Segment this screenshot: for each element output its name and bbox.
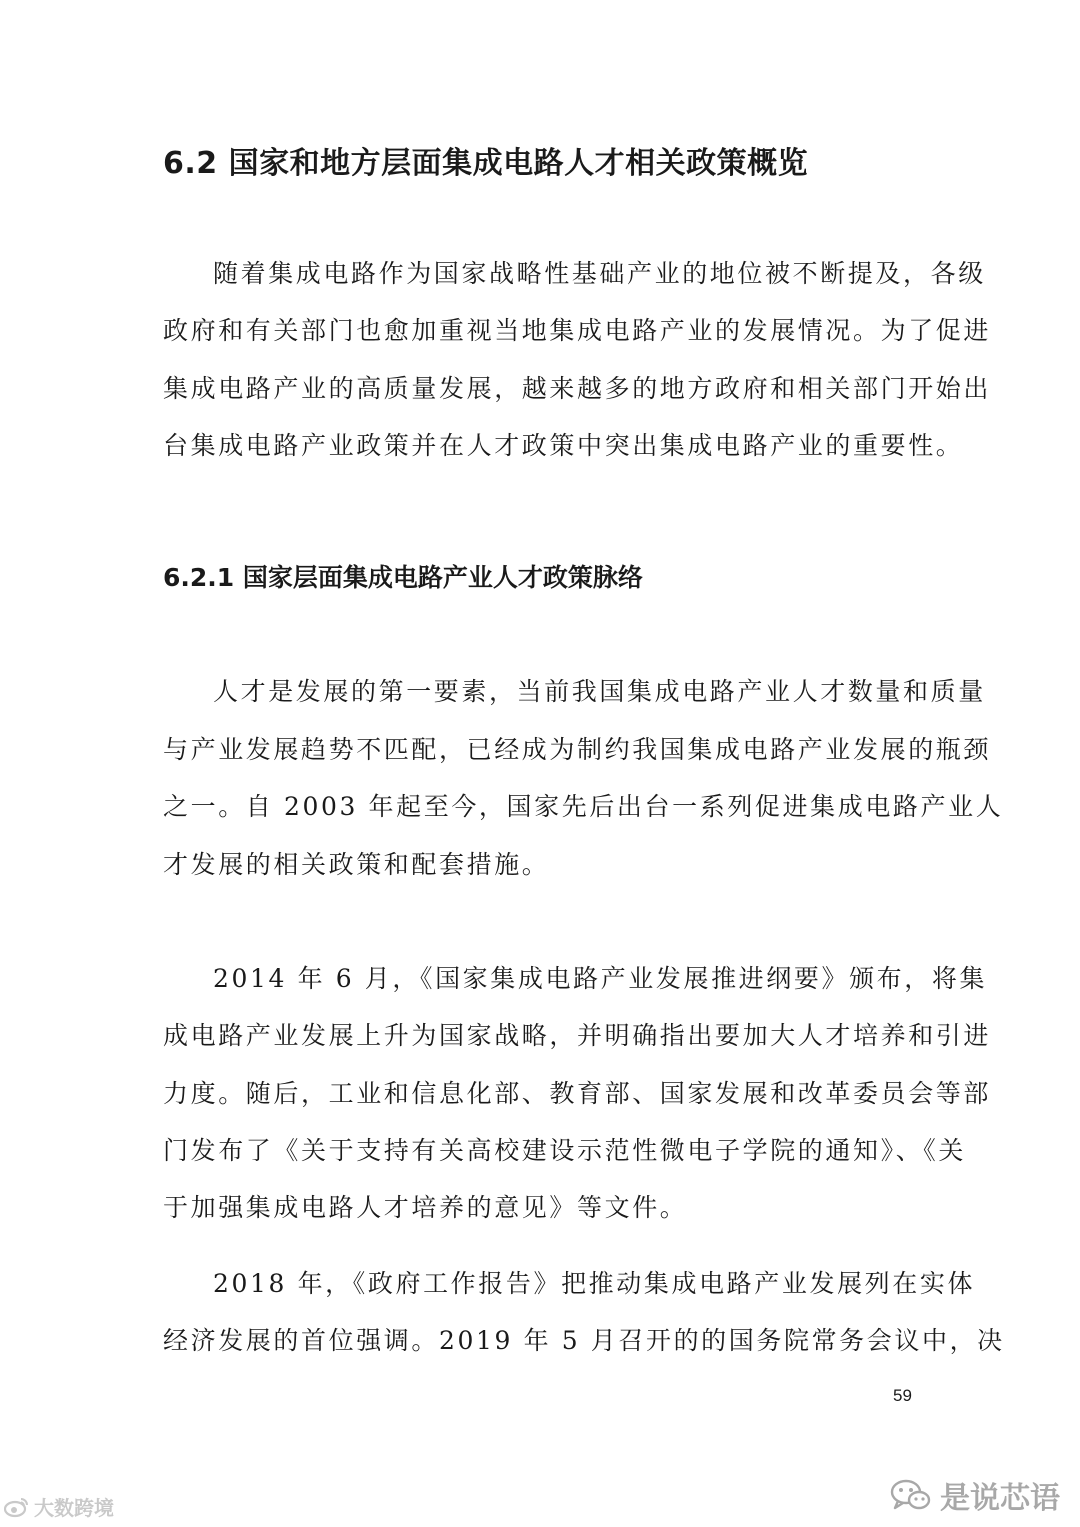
paragraph-line: 政府和有关部门也愈加重视当地集成电路产业的发展情况。为了促进 — [163, 316, 992, 345]
paragraph-line: 之一。自 2003 年起至今，国家先后出台一系列促进集成电路产业人 — [163, 792, 1004, 821]
section-heading: 6.2 国家和地方层面集成电路人才相关政策概览 — [163, 146, 809, 181]
paragraph-line: 成电路产业发展上升为国家战略，并明确指出要加大人才培养和引进 — [163, 1021, 992, 1050]
watermark-left-text: 大数跨境 — [34, 1496, 114, 1520]
paragraph-line: 经济发展的首位强调。2019 年 5 月召开的的国务院常务会议中，决 — [163, 1326, 1005, 1355]
paragraph-line: 门发布了《关于支持有关高校建设示范性微电子学院的通知》、《关 — [163, 1136, 967, 1165]
paragraph-line: 才发展的相关政策和配套措施。 — [163, 850, 550, 879]
wechat-icon — [890, 1478, 932, 1512]
paragraph-line: 与产业发展趋势不匹配，已经成为制约我国集成电路产业发展的瓶颈 — [163, 735, 992, 764]
paragraph-line: 2018 年，《政府工作报告》把推动集成电路产业发展列在实体 — [213, 1269, 976, 1298]
paragraph-line: 于加强集成电路人才培养的意见》等文件。 — [163, 1193, 688, 1222]
paragraph-line: 随着集成电路作为国家战略性基础产业的地位被不断提及，各级 — [213, 259, 986, 288]
paragraph-line: 台集成电路产业政策并在人才政策中突出集成电路产业的重要性。 — [163, 431, 964, 460]
subsection-heading: 6.2.1 国家层面集成电路产业人才政策脉络 — [163, 563, 643, 592]
watermark-left — [4, 1492, 114, 1521]
watermark-right-text: 是说芯语 — [940, 1481, 1060, 1516]
weibo-icon — [4, 1496, 30, 1518]
watermark-right — [890, 1473, 1060, 1517]
paragraph-line: 力度。随后，工业和信息化部、教育部、国家发展和改革委员会等部 — [163, 1079, 992, 1108]
paragraph-line: 集成电路产业的高质量发展，越来越多的地方政府和相关部门开始出 — [163, 374, 992, 403]
page-number: 59 — [893, 1386, 912, 1405]
paragraph-line: 人才是发展的第一要素，当前我国集成电路产业人才数量和质量 — [213, 677, 986, 706]
paragraph-line: 2014 年 6 月，《国家集成电路产业发展推进纲要》颁布，将集 — [213, 964, 988, 993]
